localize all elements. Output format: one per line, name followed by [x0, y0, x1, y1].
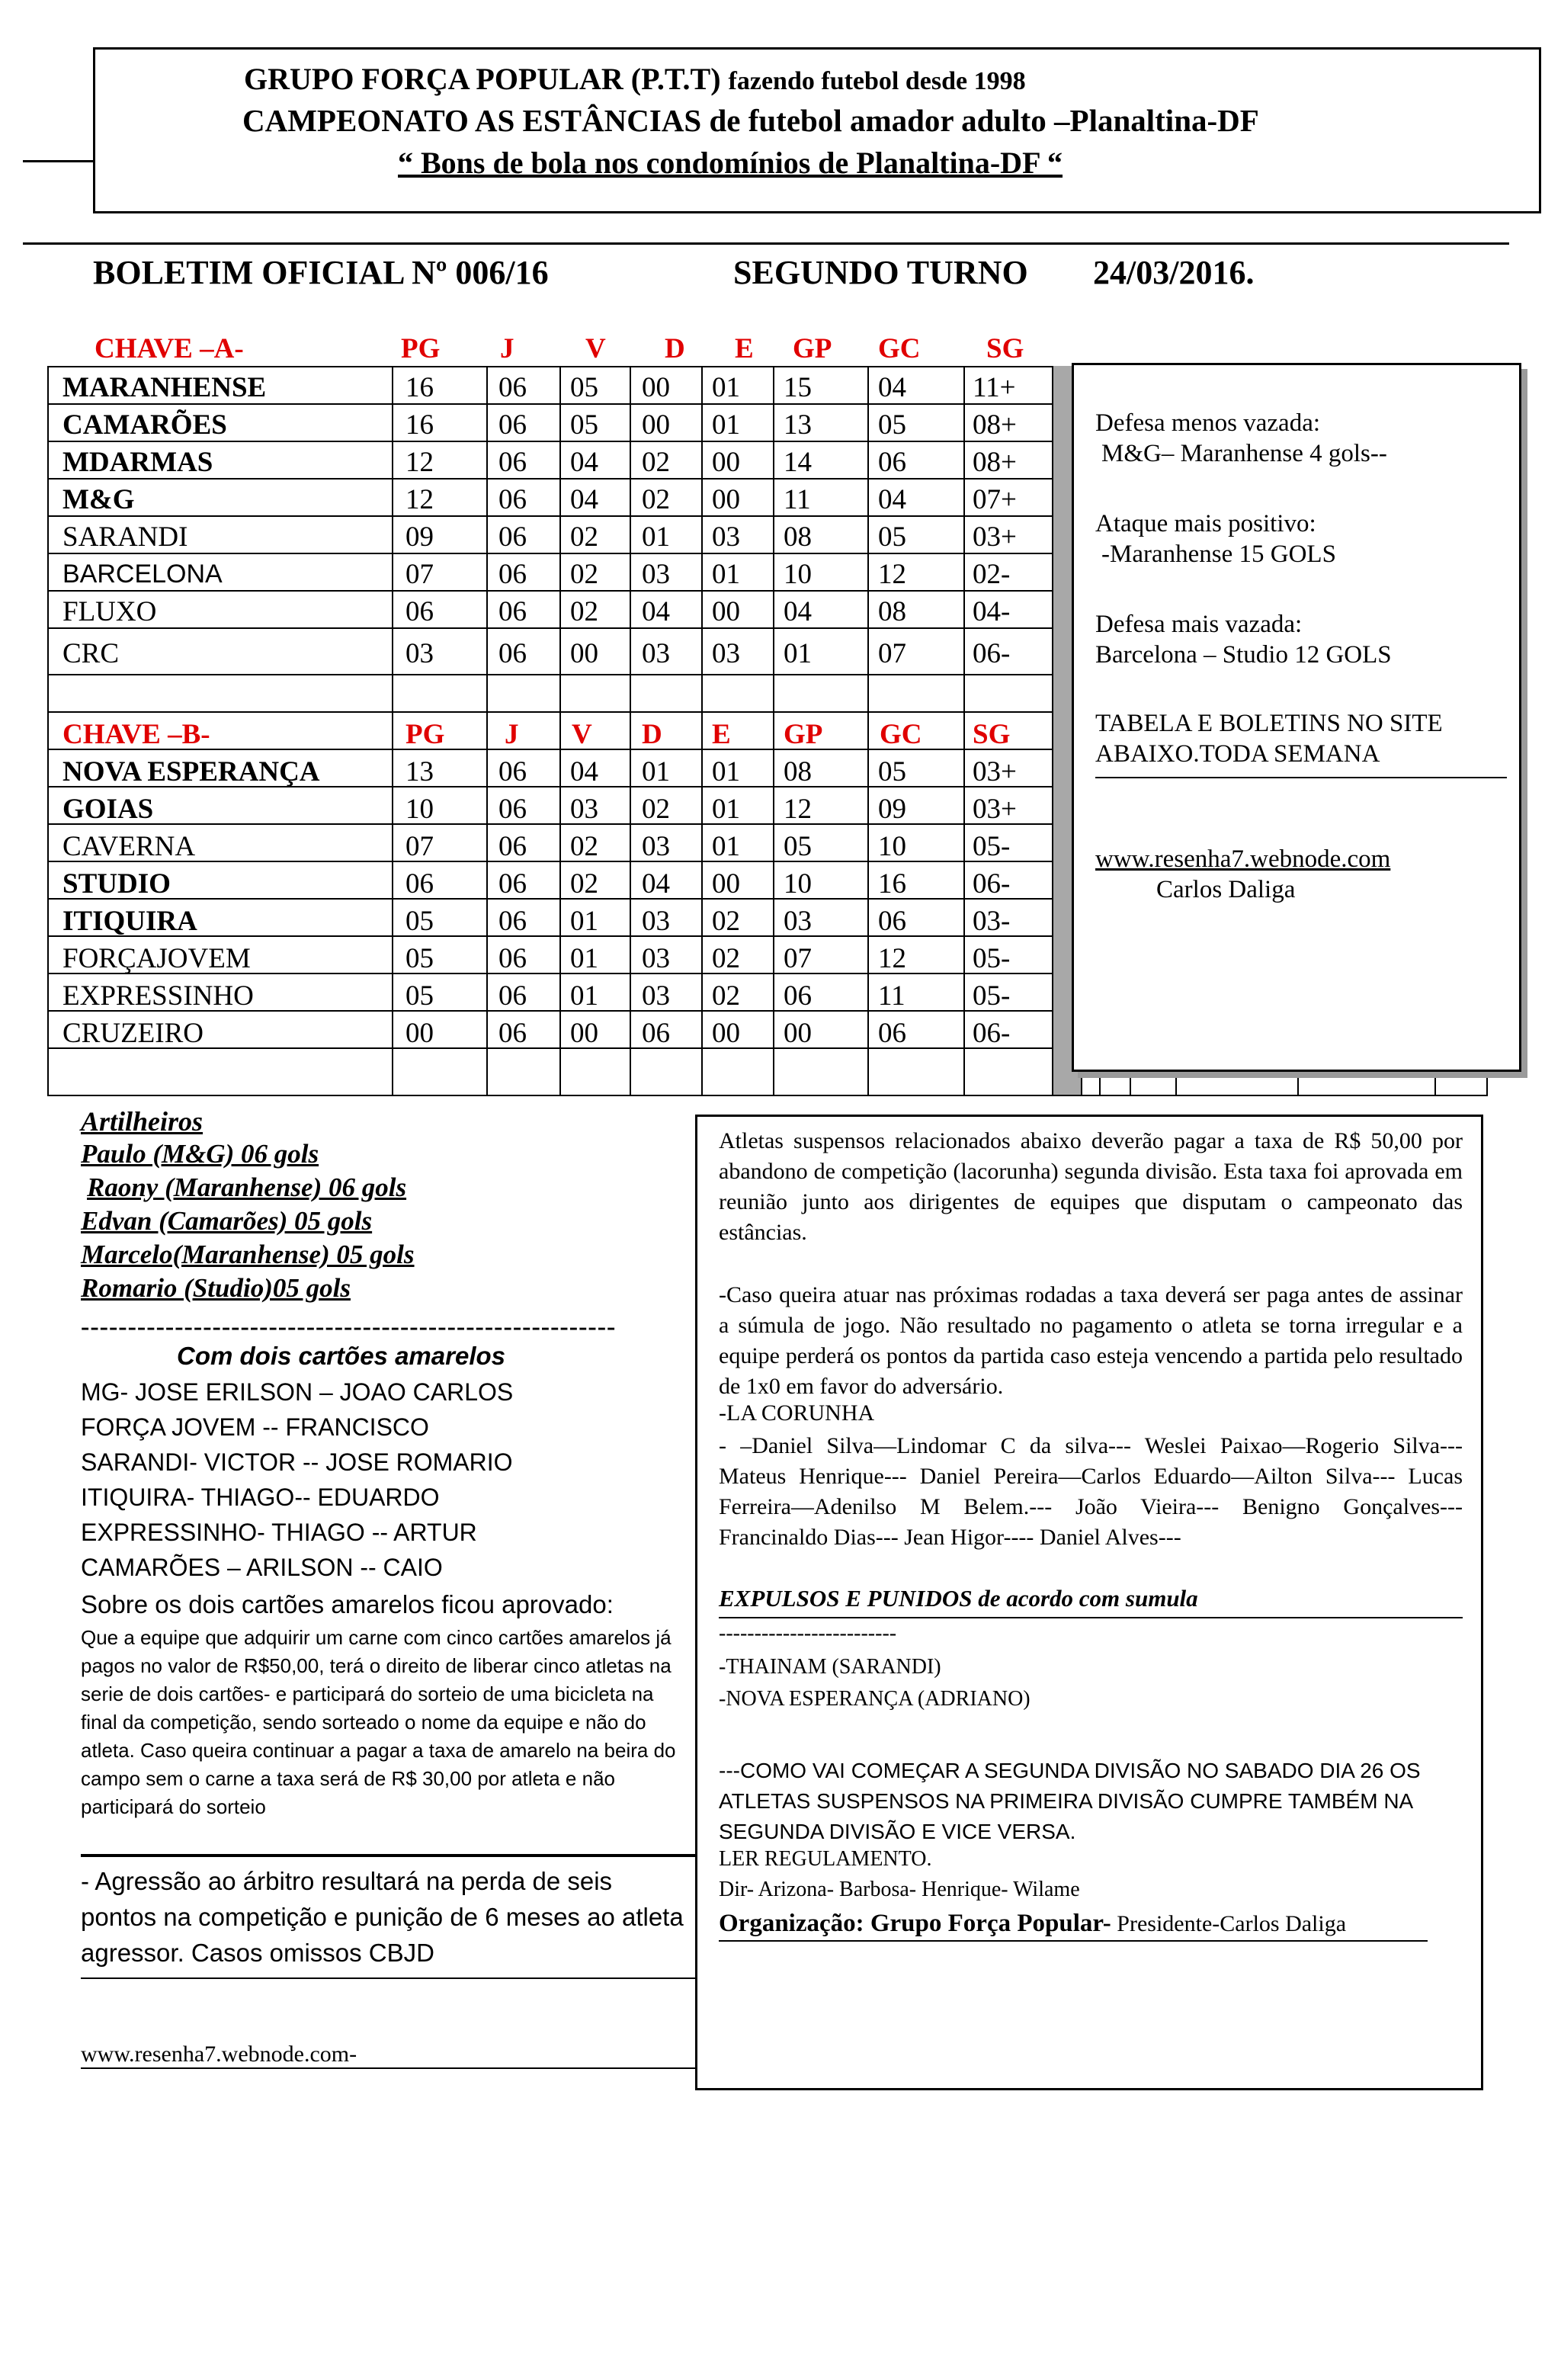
cards-item: CAMARÕES – ARILSON -- CAIO: [81, 1554, 443, 1581]
table-row: [47, 1015, 1053, 1052]
table-row: [47, 369, 1053, 406]
gc-value: 05: [878, 756, 906, 787]
gp-value: 13: [784, 409, 812, 441]
d-value: 03: [642, 943, 670, 974]
e-value: 01: [712, 831, 740, 862]
sg-value: 05-: [973, 831, 1011, 862]
j-value: 06: [498, 596, 527, 627]
notice-rule: [719, 1617, 1463, 1618]
d-value: 01: [642, 756, 670, 787]
sg-value: 07+: [973, 484, 1017, 515]
pg-value: 07: [405, 831, 434, 862]
j-value: 06: [498, 372, 527, 403]
j-value: 06: [498, 906, 527, 937]
pg-value: 05: [405, 906, 434, 937]
sg-value: 08+: [973, 409, 1017, 441]
gp-value: 10: [784, 559, 812, 590]
gp-value: 12: [784, 794, 812, 825]
e-value: 02: [712, 943, 740, 974]
table-row: [47, 903, 1053, 940]
gp-value: 15: [784, 372, 812, 403]
sg-value: 05-: [973, 943, 1011, 974]
gc-value: 06: [878, 906, 906, 937]
col-gp: GP: [784, 719, 823, 750]
v-value: 03: [570, 794, 598, 825]
v-value: 01: [570, 943, 598, 974]
gp-value: 03: [784, 906, 812, 937]
gp-value: 00: [784, 1018, 812, 1049]
team-name: STUDIO: [63, 868, 171, 900]
d-value: 02: [642, 484, 670, 515]
group-b-label: CHAVE –B-: [63, 719, 210, 750]
table-row: [47, 865, 1053, 903]
cards-note-title: Sobre os dois cartões amarelos ficou aprovado:: [81, 1590, 614, 1618]
team-name: FLUXO: [63, 596, 157, 627]
gp-value: 06: [784, 980, 812, 1012]
team-name: SARANDI: [63, 521, 188, 553]
col-e: E: [712, 719, 731, 750]
e-value: 01: [712, 756, 740, 787]
e-value: 00: [712, 868, 740, 900]
cards-note-body: Que a equipe que adquirir um carne com cinco cartões amarelos já pagos no valor de R$50,00, terá o direito de liberar cinco atletas na serie de dois cartões- e participará do sorteio de uma bicicleta na final da competição, sendo sorteado o nome da equipe e não do atleta. Caso queira continuar a pagar a taxa de amarelo na beira do campo sem o carne a taxa será de R$ 30,00 por atleta e não participará do sorteio: [81, 1626, 676, 1818]
d-value: 01: [642, 521, 670, 553]
v-value: 02: [570, 831, 598, 862]
j-value: 06: [498, 521, 527, 553]
notice-club: -LA CORUNHA: [719, 1400, 875, 1426]
e-value: 01: [712, 372, 740, 403]
col-d: D: [665, 333, 685, 364]
col-j: J: [500, 333, 514, 364]
sg-value: 03+: [973, 521, 1017, 553]
scorer-item: Paulo (M&G) 06 gols: [81, 1139, 319, 1169]
pg-value: 03: [405, 638, 434, 669]
pg-value: 09: [405, 521, 434, 553]
directors: Dir- Arizona- Barbosa- Henrique- Wilame: [719, 1878, 1080, 1901]
cards-item: FORÇA JOVEM -- FRANCISCO: [81, 1413, 429, 1441]
group-a-header: [47, 332, 1093, 364]
table-row: [47, 444, 1053, 481]
header-left-rule: [23, 160, 95, 162]
cards-item: SARANDI- VICTOR -- JOSE ROMARIO: [81, 1448, 513, 1476]
expelled-separator: -------------------------: [719, 1621, 897, 1645]
team-name: CAMARÕES: [63, 409, 227, 441]
sg-value: 11+: [973, 372, 1016, 403]
scorer-item: Romario (Studio)05 gols: [81, 1273, 351, 1303]
gc-value: 12: [878, 943, 906, 974]
sg-value: 03-: [973, 906, 1011, 937]
gp-value: 01: [784, 638, 812, 669]
least-conceded-value: M&G– Maranhense 4 gols--: [1101, 440, 1387, 467]
table-row: [47, 828, 1053, 865]
v-value: 04: [570, 447, 598, 478]
v-value: 04: [570, 756, 598, 787]
notice-paragraph-1: Atletas suspensos relacionados abaixo deverão pagar a taxa de R$ 50,00 por abandono de competição (lacorunha) segunda divisão. Esta taxa foi aprovada em reunião junto aos dirigentes de equipes que disputam o campeonato das estâncias.: [719, 1128, 1463, 1245]
bulletin-title: BOLETIM OFICIAL Nº 006/16: [93, 254, 549, 291]
regulation-note: LER REGULAMENTO.: [719, 1847, 932, 1871]
team-name: MDARMAS: [63, 447, 213, 478]
gc-value: 04: [878, 372, 906, 403]
table-row: [47, 635, 1053, 672]
sg-value: 03+: [973, 756, 1017, 787]
d-value: 02: [642, 447, 670, 478]
j-value: 06: [498, 447, 527, 478]
site-notice-line2: ABAIXO.TODA SEMANA: [1095, 740, 1380, 768]
gp-value: 04: [784, 596, 812, 627]
j-value: 06: [498, 831, 527, 862]
pg-value: 16: [405, 409, 434, 441]
gp-value: 08: [784, 521, 812, 553]
v-value: 05: [570, 409, 598, 441]
j-value: 06: [498, 484, 527, 515]
e-value: 01: [712, 794, 740, 825]
e-value: 00: [712, 447, 740, 478]
divider: [81, 2067, 695, 2069]
table-row: [47, 940, 1053, 977]
table-row: [47, 753, 1053, 791]
team-name: NOVA ESPERANÇA: [63, 756, 320, 787]
scorers-title: Artilheiros: [81, 1106, 204, 1137]
most-conceded-value: Barcelona – Studio 12 GOLS: [1095, 641, 1392, 669]
j-value: 06: [498, 638, 527, 669]
scorer-item: Marcelo(Maranhense) 05 gols: [81, 1240, 415, 1269]
team-name: GOIAS: [63, 794, 154, 825]
cards-item: ITIQUIRA- THIAGO-- EDUARDO: [81, 1483, 440, 1511]
gc-value: 11: [878, 980, 906, 1012]
grid-hline: [47, 1095, 1488, 1096]
gc-value: 06: [878, 447, 906, 478]
col-pg: PG: [405, 719, 445, 750]
gp-value: 14: [784, 447, 812, 478]
col-gc: GC: [878, 333, 921, 364]
pg-value: 00: [405, 1018, 434, 1049]
group-b-header: [47, 718, 1093, 750]
col-j: J: [505, 719, 519, 750]
gc-value: 08: [878, 596, 906, 627]
j-value: 06: [498, 943, 527, 974]
team-name: FORÇAJOVEM: [63, 943, 251, 974]
d-value: 00: [642, 409, 670, 441]
expelled-item: -THAINAM (SARANDI): [719, 1655, 941, 1679]
table-row: [47, 481, 1053, 518]
table-row: [47, 556, 1053, 593]
author-name: Carlos Daliga: [1156, 876, 1296, 903]
col-pg: PG: [401, 333, 441, 364]
notice-box: [695, 1115, 1483, 2090]
col-sg: SG: [973, 719, 1011, 750]
d-value: 00: [642, 372, 670, 403]
site-notice-line1: TABELA E BOLETINS NO SITE: [1095, 710, 1443, 737]
v-value: 05: [570, 372, 598, 403]
expelled-title: EXPULSOS E PUNIDOS de acordo com sumula: [719, 1585, 1198, 1612]
divider: [81, 1854, 695, 1857]
gc-value: 06: [878, 1018, 906, 1049]
d-value: 03: [642, 559, 670, 590]
d-value: 02: [642, 794, 670, 825]
e-value: 03: [712, 638, 740, 669]
gp-value: 11: [784, 484, 811, 515]
pg-value: 06: [405, 868, 434, 900]
d-value: 06: [642, 1018, 670, 1049]
gc-value: 12: [878, 559, 906, 590]
least-conceded-label: Defesa menos vazada:: [1095, 409, 1321, 437]
e-value: 03: [712, 521, 740, 553]
d-value: 03: [642, 906, 670, 937]
e-value: 02: [712, 906, 740, 937]
pg-value: 16: [405, 372, 434, 403]
pg-value: 12: [405, 447, 434, 478]
team-name: M&G: [63, 484, 135, 515]
v-value: 04: [570, 484, 598, 515]
pg-value: 06: [405, 596, 434, 627]
cards-item: MG- JOSE ERILSON – JOAO CARLOS: [81, 1378, 514, 1406]
v-value: 01: [570, 980, 598, 1012]
gp-value: 07: [784, 943, 812, 974]
gc-value: 04: [878, 484, 906, 515]
j-value: 06: [498, 1018, 527, 1049]
sg-value: 03+: [973, 794, 1017, 825]
team-name: ITIQUIRA: [63, 906, 197, 937]
v-value: 01: [570, 906, 598, 937]
col-gc: GC: [880, 719, 922, 750]
v-value: 02: [570, 596, 598, 627]
j-value: 06: [498, 756, 527, 787]
team-name: CAVERNA: [63, 831, 196, 862]
pg-value: 12: [405, 484, 434, 515]
suspended-players: - –Daniel Silva—Lindomar C da silva--- Weslei Paixao—Rogerio Silva---Mateus Henrique--- Daniel Pereira—Carlos Eduardo—Ailton Silva--- Lucas Ferreira—Adenilso M Belem.--- João Vieira--- Benigno Gonçalves--- Francinaldo Dias--- Jean Higor---- Daniel Alves---: [719, 1433, 1463, 1550]
bulletin-round: SEGUNDO TURNO: [733, 254, 1028, 291]
pg-value: 05: [405, 980, 434, 1012]
footer-site-link[interactable]: www.resenha7.webnode.com-: [81, 2042, 357, 2067]
bulletin-date: 24/03/2016.: [1093, 254, 1255, 291]
d-value: 03: [642, 831, 670, 862]
sg-value: 05-: [973, 980, 1011, 1012]
site-link[interactable]: www.resenha7.webnode.com: [1095, 845, 1391, 873]
second-division-note: ---COMO VAI COMEÇAR A SEGUNDA DIVISÃO NO SABADO DIA 26 OS ATLETAS SUSPENSOS NA PRIMEIRA DIVISÃO CUMPRE TAMBÉM NA SEGUNDA DIVISÃO E VICE VERSA.: [719, 1759, 1421, 1843]
d-value: 04: [642, 596, 670, 627]
e-value: 01: [712, 559, 740, 590]
col-v: V: [585, 333, 606, 364]
col-sg: SG: [986, 333, 1024, 364]
v-value: 00: [570, 638, 598, 669]
expelled-item: -NOVA ESPERANÇA (ADRIANO): [719, 1687, 1031, 1711]
table-row: [47, 977, 1053, 1015]
gc-value: 05: [878, 409, 906, 441]
table-row: [47, 406, 1053, 444]
team-name: CRUZEIRO: [63, 1018, 204, 1049]
pg-value: 05: [405, 943, 434, 974]
v-value: 02: [570, 521, 598, 553]
table-row: [47, 518, 1053, 556]
j-value: 06: [498, 559, 527, 590]
d-value: 04: [642, 868, 670, 900]
table-row: [47, 593, 1053, 630]
notice-paragraph-2: -Caso queira atuar nas próximas rodadas a taxa deverá ser paga antes de assinar a súmula de jogo. Não resultado no pagamento o atleta se torna irregular e a equipe perderá os pontos da partida caso esteja vencendo a partida pelo resultado de 1x0 em favor do adversário.: [719, 1282, 1463, 1399]
stats-rule: [1095, 777, 1507, 778]
v-value: 02: [570, 868, 598, 900]
sg-value: 02-: [973, 559, 1011, 590]
col-v: V: [572, 719, 592, 750]
gc-value: 05: [878, 521, 906, 553]
v-value: 00: [570, 1018, 598, 1049]
most-conceded-label: Defesa mais vazada:: [1095, 611, 1303, 638]
d-value: 03: [642, 980, 670, 1012]
team-name: BARCELONA: [63, 560, 223, 589]
gp-value: 10: [784, 868, 812, 900]
scorer-item: Raony (Maranhense) 06 gols: [87, 1172, 407, 1202]
gc-value: 16: [878, 868, 906, 900]
sg-value: 08+: [973, 447, 1017, 478]
sg-value: 06-: [973, 1018, 1011, 1049]
gp-value: 05: [784, 831, 812, 862]
sg-value: 06-: [973, 868, 1011, 900]
notice-rule: [719, 1940, 1428, 1942]
pg-value: 07: [405, 559, 434, 590]
j-value: 06: [498, 409, 527, 441]
divider: [81, 1977, 695, 1979]
gp-value: 08: [784, 756, 812, 787]
header-subtitle: CAMPEONATO AS ESTÂNCIAS de futebol amador adulto –Planaltina-DF: [242, 103, 1259, 138]
cards-item: EXPRESSINHO- THIAGO -- ARTUR: [81, 1519, 477, 1546]
scorers-separator: ---------------------------------------------------------: [81, 1313, 617, 1341]
team-name: MARANHENSE: [63, 372, 267, 403]
pg-value: 13: [405, 756, 434, 787]
best-attack-label: Ataque mais positivo:: [1095, 510, 1316, 537]
col-d: D: [642, 719, 662, 750]
group-a-label: CHAVE –A-: [95, 333, 244, 364]
header-slogan: “ Bons de bola nos condomínios de Planaltina-DF “: [398, 146, 1063, 180]
e-value: 01: [712, 409, 740, 441]
col-e: E: [735, 333, 754, 364]
col-gp: GP: [793, 333, 832, 364]
sg-value: 06-: [973, 638, 1011, 669]
header-title: GRUPO FORÇA POPULAR (P.T.T) fazendo futebol desde 1998: [244, 62, 1026, 96]
best-attack-value: -Maranhense 15 GOLS: [1101, 540, 1336, 568]
e-value: 00: [712, 596, 740, 627]
table-row: [47, 791, 1053, 828]
j-value: 06: [498, 794, 527, 825]
e-value: 00: [712, 484, 740, 515]
team-name: CRC: [63, 638, 120, 669]
organization: Organização: Grupo Força Popular- Presidente-Carlos Daliga: [719, 1910, 1347, 1937]
pg-value: 10: [405, 794, 434, 825]
j-value: 06: [498, 868, 527, 900]
gc-value: 10: [878, 831, 906, 862]
gc-value: 07: [878, 638, 906, 669]
gc-value: 09: [878, 794, 906, 825]
stats-box: [1072, 363, 1521, 1072]
j-value: 06: [498, 980, 527, 1012]
v-value: 02: [570, 559, 598, 590]
scorer-item: Edvan (Camarões) 05 gols: [81, 1206, 373, 1236]
sg-value: 04-: [973, 596, 1011, 627]
e-value: 00: [712, 1018, 740, 1049]
cards-title: Com dois cartões amarelos: [177, 1342, 505, 1370]
aggression-rule: - Agressão ao árbitro resultará na perda de seis pontos na competição e punição de 6 meses ao atleta agressor. Casos omissos CBJD: [81, 1867, 684, 1967]
team-name: EXPRESSINHO: [63, 980, 254, 1012]
e-value: 02: [712, 980, 740, 1012]
d-value: 03: [642, 638, 670, 669]
divider: [23, 242, 1509, 245]
